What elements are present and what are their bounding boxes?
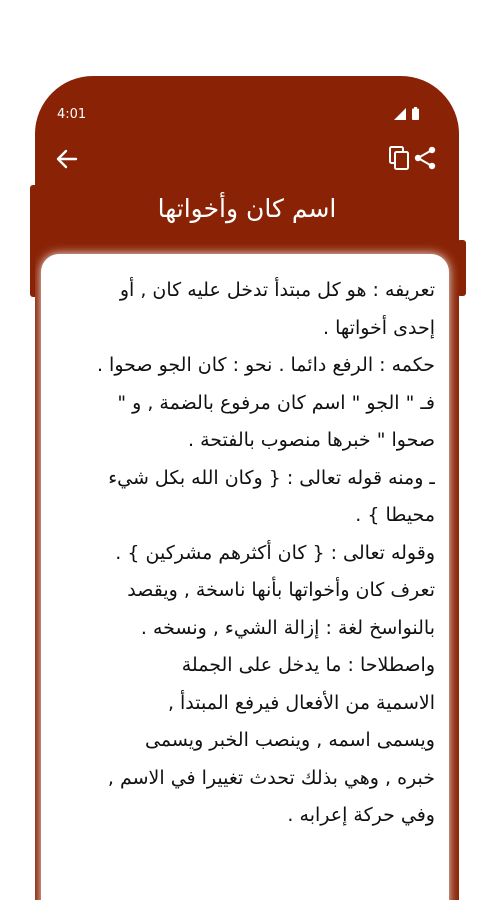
app-bar xyxy=(35,138,459,178)
lesson-line: تعرف كان وأخواتها بأنها ناسخة , ويقصد xyxy=(127,579,435,601)
signal-icon xyxy=(394,108,406,120)
lesson-line: بالنواسخ لغة : إزالة الشيء , ونسخه . xyxy=(140,616,435,639)
lesson-line: ويسمى اسمه , وينصب الخبر ويسمى xyxy=(145,729,435,751)
battery-icon xyxy=(412,107,419,120)
lesson-card xyxy=(41,254,449,900)
lesson-line: حكمه : الرفع دائما . نحو : كان الجو صحوا . xyxy=(96,354,435,376)
lesson-line: خبره , وهي بذلك تحدث تغييرا في الاسم , xyxy=(107,766,435,789)
lesson-text xyxy=(53,272,435,835)
lesson-line: تعريفه : هو كل مبتدأ تدخل عليه كان , أو xyxy=(119,279,435,301)
status-bar xyxy=(35,76,459,136)
lesson-line: محيطا } . xyxy=(355,504,435,526)
share-icon xyxy=(413,144,439,172)
lesson-line: ـ ومنه قوله تعالى : { وكان الله بكل شيء xyxy=(108,466,435,489)
status-time: 4:01 xyxy=(57,107,87,122)
lesson-line: إحدى أخواتها . xyxy=(323,316,435,339)
arrow-left-icon xyxy=(53,146,81,172)
back-button[interactable] xyxy=(53,146,81,172)
lesson-line: وفي حركة إعرابه . xyxy=(287,804,435,826)
lesson-line: فـ " الجو " اسم كان مرفوع بالضمة , و " xyxy=(117,391,435,414)
phone-frame xyxy=(35,76,459,900)
share-button[interactable] xyxy=(413,144,439,172)
copy-icon xyxy=(387,144,413,172)
lesson-line: وقوله تعالى : { كان أكثرهم مشركين } . xyxy=(115,541,435,564)
lesson-line: صحوا " خبرها منصوب بالفتحة . xyxy=(188,429,435,451)
copy-button[interactable] xyxy=(387,144,413,172)
lesson-line: واصطلاحا : ما يدخل على الجملة xyxy=(181,654,435,676)
page-title: اسم كان وأخواتها xyxy=(157,194,337,223)
lesson-line: الاسمية من الأفعال فيرفع المبتدأ , xyxy=(167,691,435,714)
